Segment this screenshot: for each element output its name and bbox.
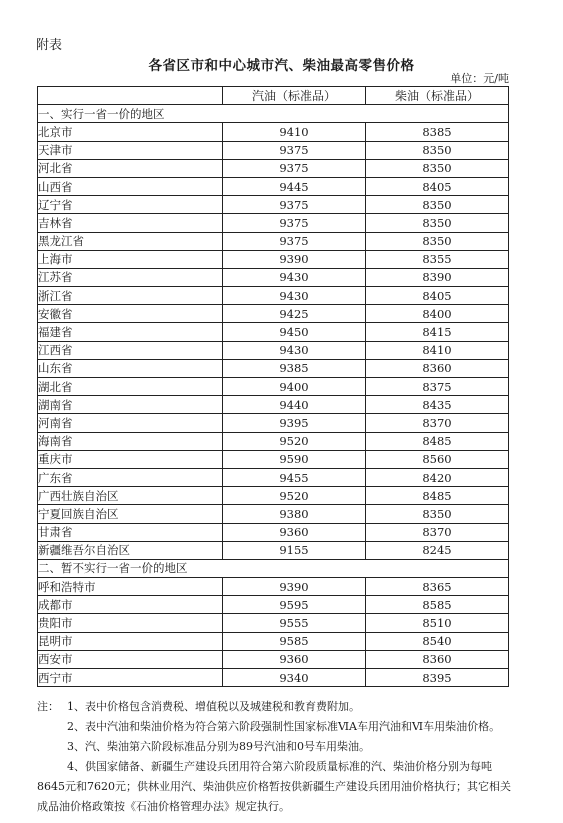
region-name: 宁夏回族自治区 bbox=[38, 505, 223, 523]
gasoline-price: 9440 bbox=[223, 396, 366, 414]
region-name: 成都市 bbox=[38, 596, 223, 614]
diesel-price: 8560 bbox=[366, 450, 509, 468]
gasoline-price: 9360 bbox=[223, 650, 366, 668]
gasoline-price: 9380 bbox=[223, 505, 366, 523]
region-name: 呼和浩特市 bbox=[38, 578, 223, 596]
diesel-price: 8400 bbox=[366, 305, 509, 323]
gasoline-price: 9390 bbox=[223, 578, 366, 596]
diesel-price: 8350 bbox=[366, 214, 509, 232]
diesel-price: 8350 bbox=[366, 232, 509, 250]
gasoline-price: 9375 bbox=[223, 232, 366, 250]
table-row bbox=[38, 414, 509, 432]
diesel-price: 8390 bbox=[366, 268, 509, 286]
gasoline-price: 9375 bbox=[223, 196, 366, 214]
gasoline-price: 9395 bbox=[223, 414, 366, 432]
diesel-price: 8375 bbox=[366, 378, 509, 396]
diesel-price: 8420 bbox=[366, 468, 509, 486]
region-name: 西安市 bbox=[38, 650, 223, 668]
table-row bbox=[38, 432, 509, 450]
table-row bbox=[38, 341, 509, 359]
header-gasoline: 汽油（标准品） bbox=[223, 87, 366, 105]
region-name: 上海市 bbox=[38, 250, 223, 268]
gasoline-price: 9400 bbox=[223, 378, 366, 396]
gasoline-price: 9410 bbox=[223, 123, 366, 141]
table-row bbox=[38, 305, 509, 323]
table-body bbox=[38, 105, 509, 687]
diesel-price: 8360 bbox=[366, 650, 509, 668]
section-label: 二、暂不实行一省一价的地区 bbox=[38, 559, 509, 577]
region-name: 广东省 bbox=[38, 468, 223, 486]
region-name: 河南省 bbox=[38, 414, 223, 432]
table-row bbox=[38, 578, 509, 596]
diesel-price: 8370 bbox=[366, 414, 509, 432]
diesel-price: 8485 bbox=[366, 432, 509, 450]
gasoline-price: 9430 bbox=[223, 268, 366, 286]
notes bbox=[37, 697, 512, 817]
header-diesel: 柴油（标准品） bbox=[366, 87, 509, 105]
gasoline-price: 9155 bbox=[223, 541, 366, 559]
diesel-price: 8350 bbox=[366, 196, 509, 214]
region-name: 黑龙江省 bbox=[38, 232, 223, 250]
table-row bbox=[38, 159, 509, 177]
gasoline-price: 9430 bbox=[223, 287, 366, 305]
diesel-price: 8350 bbox=[366, 159, 509, 177]
gasoline-price: 9340 bbox=[223, 669, 366, 687]
gasoline-price: 9430 bbox=[223, 341, 366, 359]
header-region bbox=[38, 87, 223, 105]
region-name: 安徽省 bbox=[38, 305, 223, 323]
region-name: 江西省 bbox=[38, 341, 223, 359]
diesel-price: 8395 bbox=[366, 669, 509, 687]
diesel-price: 8350 bbox=[366, 141, 509, 159]
gasoline-price: 9375 bbox=[223, 141, 366, 159]
region-name: 河北省 bbox=[38, 159, 223, 177]
region-name: 海南省 bbox=[38, 432, 223, 450]
region-name: 江苏省 bbox=[38, 268, 223, 286]
region-name: 北京市 bbox=[38, 123, 223, 141]
table-row bbox=[38, 468, 509, 486]
diesel-price: 8370 bbox=[366, 523, 509, 541]
note-item-1 bbox=[37, 697, 512, 717]
gasoline-price: 9360 bbox=[223, 523, 366, 541]
table-header-row bbox=[38, 87, 509, 105]
note-item-4: 4、供国家储备、新疆生产建设兵团用符合第六阶段质量标准的汽、柴油价格分别为每吨8645元和7620元；供林业用汽、柴油供应价格暂按供新疆生产建设兵团用油价格执行；其它相关成品油价格政策按《石油价格管理办法》规定执行。 bbox=[37, 760, 511, 813]
table-row bbox=[38, 177, 509, 195]
table-row bbox=[38, 359, 509, 377]
region-name: 湖南省 bbox=[38, 396, 223, 414]
diesel-price: 8355 bbox=[366, 250, 509, 268]
gasoline-price: 9590 bbox=[223, 450, 366, 468]
gasoline-price: 9520 bbox=[223, 432, 366, 450]
table-row bbox=[38, 632, 509, 650]
table-row bbox=[38, 650, 509, 668]
region-name: 吉林省 bbox=[38, 214, 223, 232]
diesel-price: 8585 bbox=[366, 596, 509, 614]
table-row bbox=[38, 614, 509, 632]
diesel-price: 8385 bbox=[366, 123, 509, 141]
notes-prefix: 注： bbox=[37, 700, 59, 713]
gasoline-price: 9455 bbox=[223, 468, 366, 486]
gasoline-price: 9425 bbox=[223, 305, 366, 323]
diesel-price: 8510 bbox=[366, 614, 509, 632]
gasoline-price: 9450 bbox=[223, 323, 366, 341]
region-name: 西宁市 bbox=[38, 669, 223, 687]
table-row bbox=[38, 214, 509, 232]
diesel-price: 8405 bbox=[366, 287, 509, 305]
gasoline-price: 9445 bbox=[223, 177, 366, 195]
page-title: 各省区市和中心城市汽、柴油最高零售价格 bbox=[148, 58, 415, 74]
attachment-label: 附表 bbox=[36, 38, 63, 53]
table-row bbox=[38, 250, 509, 268]
diesel-price: 8540 bbox=[366, 632, 509, 650]
note-text-1: 1、表中价格包含消费税、增值税以及城建税和教育费附加。 bbox=[67, 700, 360, 713]
table-row bbox=[38, 505, 509, 523]
diesel-price: 8405 bbox=[366, 177, 509, 195]
table-row bbox=[38, 232, 509, 250]
section-label: 一、实行一省一价的地区 bbox=[38, 105, 509, 123]
table-row bbox=[38, 196, 509, 214]
table-row bbox=[38, 523, 509, 541]
gasoline-price: 9385 bbox=[223, 359, 366, 377]
region-name: 山东省 bbox=[38, 359, 223, 377]
note-item-2: 2、表中汽油和柴油价格为符合第六阶段强制性国家标准ⅥA车用汽油和Ⅵ车用柴油价格。 bbox=[67, 720, 501, 733]
gasoline-price: 9595 bbox=[223, 596, 366, 614]
gasoline-price: 9390 bbox=[223, 250, 366, 268]
gasoline-price: 9585 bbox=[223, 632, 366, 650]
region-name: 甘肃省 bbox=[38, 523, 223, 541]
region-name: 贵阳市 bbox=[38, 614, 223, 632]
region-name: 辽宁省 bbox=[38, 196, 223, 214]
diesel-price: 8350 bbox=[366, 505, 509, 523]
table-row bbox=[38, 541, 509, 559]
table-row bbox=[38, 323, 509, 341]
region-name: 天津市 bbox=[38, 141, 223, 159]
section-row bbox=[38, 105, 509, 123]
region-name: 新疆维吾尔自治区 bbox=[38, 541, 223, 559]
region-name: 重庆市 bbox=[38, 450, 223, 468]
table-row bbox=[38, 268, 509, 286]
gasoline-price: 9520 bbox=[223, 487, 366, 505]
price-table bbox=[37, 86, 509, 687]
table-row bbox=[38, 669, 509, 687]
region-name: 昆明市 bbox=[38, 632, 223, 650]
table-row bbox=[38, 487, 509, 505]
table-row bbox=[38, 396, 509, 414]
note-item-3: 3、汽、柴油第六阶段标准品分别为89号汽油和0号车用柴油。 bbox=[67, 740, 370, 753]
gasoline-price: 9555 bbox=[223, 614, 366, 632]
region-name: 浙江省 bbox=[38, 287, 223, 305]
diesel-price: 8410 bbox=[366, 341, 509, 359]
gasoline-price: 9375 bbox=[223, 159, 366, 177]
region-name: 广西壮族自治区 bbox=[38, 487, 223, 505]
table-row bbox=[38, 596, 509, 614]
gasoline-price: 9375 bbox=[223, 214, 366, 232]
diesel-price: 8360 bbox=[366, 359, 509, 377]
diesel-price: 8485 bbox=[366, 487, 509, 505]
table-row bbox=[38, 378, 509, 396]
diesel-price: 8435 bbox=[366, 396, 509, 414]
region-name: 山西省 bbox=[38, 177, 223, 195]
table-row bbox=[38, 450, 509, 468]
table-row bbox=[38, 123, 509, 141]
region-name: 福建省 bbox=[38, 323, 223, 341]
section-row bbox=[38, 559, 509, 577]
diesel-price: 8245 bbox=[366, 541, 509, 559]
table-row bbox=[38, 141, 509, 159]
diesel-price: 8415 bbox=[366, 323, 509, 341]
diesel-price: 8365 bbox=[366, 578, 509, 596]
table-row bbox=[38, 287, 509, 305]
unit-label: 单位：元/吨 bbox=[450, 72, 509, 85]
region-name: 湖北省 bbox=[38, 378, 223, 396]
